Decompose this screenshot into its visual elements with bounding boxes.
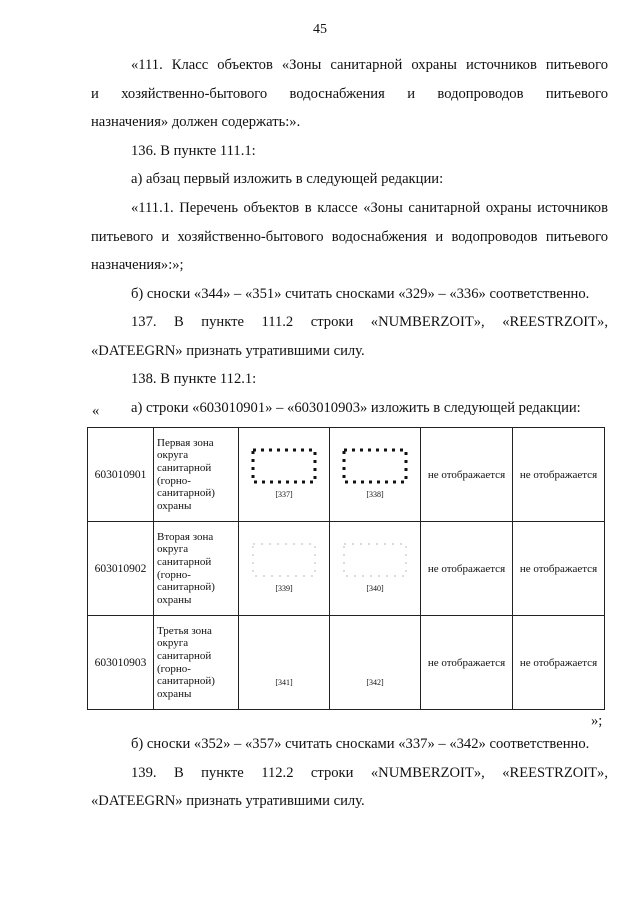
text-line: 137. В пункте 111.2 строки «NUMBERZOIT», «REESTRZOIT», xyxy=(131,314,608,330)
text-line: «111. Класс объектов «Зоны санитарной охраны источников питьевого xyxy=(131,57,608,73)
not-displayed-cell: не отображается xyxy=(513,522,605,616)
text-line: б) сноски «352» – «357» считать сносками «337» – «342» соответственно. xyxy=(131,736,590,752)
symbol-cell-1 xyxy=(239,522,330,616)
footnote-ref: [341] xyxy=(275,678,293,687)
table-quote-open: « xyxy=(92,403,100,419)
footnote-ref: [342] xyxy=(366,678,384,687)
not-displayed-cell: не отображается xyxy=(513,428,605,522)
footnote-ref: [337] xyxy=(275,490,293,499)
not-displayed-cell: не отображается xyxy=(513,616,605,710)
text-line: и хозяйственно-бытового водоснабжения и водопроводов питьевого xyxy=(91,86,608,102)
page-number: 45 xyxy=(313,22,327,37)
symbol-cell-1 xyxy=(239,616,330,710)
not-displayed-cell: не отображается xyxy=(421,522,513,616)
symbol-cell-2 xyxy=(330,522,421,616)
text-line: назначения» должен содержать:». xyxy=(91,114,301,130)
text-line: 139. В пункте 112.2 строки «NUMBERZOIT», «REESTRZOIT», xyxy=(131,765,608,781)
text-line: назначения»:»; xyxy=(91,257,184,273)
text-line: б) сноски «344» – «351» считать сносками «329» – «336» соответственно. xyxy=(131,286,590,302)
row-name: Третья зона округа санитарной (горно-санитарной) охраны xyxy=(154,616,239,710)
zone-symbol-icon xyxy=(330,636,420,672)
zone-symbol-icon xyxy=(239,542,329,578)
symbol-cell-1 xyxy=(239,428,330,522)
table-row xyxy=(88,616,605,710)
row-code: 603010903 xyxy=(88,616,154,710)
not-displayed-cell: не отображается xyxy=(421,428,513,522)
not-displayed-cell: не отображается xyxy=(421,616,513,710)
footnote-ref: [338] xyxy=(366,490,384,499)
row-name: Первая зона округа санитарной (горно-санитарной) охраны xyxy=(154,428,239,522)
symbol-cell-2 xyxy=(330,616,421,710)
zone-symbol-icon xyxy=(330,448,420,484)
table-quote-close: »; xyxy=(591,713,603,729)
text-line: «DATEEGRN» признать утратившими силу. xyxy=(91,343,365,359)
row-code: 603010902 xyxy=(88,522,154,616)
row-code: 603010901 xyxy=(88,428,154,522)
footnote-ref: [339] xyxy=(275,584,293,593)
zone-symbol-icon xyxy=(330,542,420,578)
row-name: Вторая зона округа санитарной (горно-санитарной) охраны xyxy=(154,522,239,616)
text-line: 138. В пункте 112.1: xyxy=(131,371,257,387)
text-line: питьевого и хозяйственно-бытового водоснабжения и водопроводов питьевого xyxy=(91,229,608,245)
text-line: 136. В пункте 111.1: xyxy=(131,143,256,159)
symbols-table xyxy=(87,427,605,710)
footnote-ref: [340] xyxy=(366,584,384,593)
text-line: «111.1. Перечень объектов в классе «Зоны санитарной охраны источников xyxy=(131,200,608,216)
zone-symbol-icon xyxy=(239,636,329,672)
text-line: а) абзац первый изложить в следующей редакции: xyxy=(131,171,444,187)
text-line: «DATEEGRN» признать утратившими силу. xyxy=(91,793,365,809)
table-row xyxy=(88,522,605,616)
text-line: а) строки «603010901» – «603010903» изложить в следующей редакции: xyxy=(131,400,581,416)
symbol-cell-2 xyxy=(330,428,421,522)
table-row xyxy=(88,428,605,522)
zone-symbol-icon xyxy=(239,448,329,484)
